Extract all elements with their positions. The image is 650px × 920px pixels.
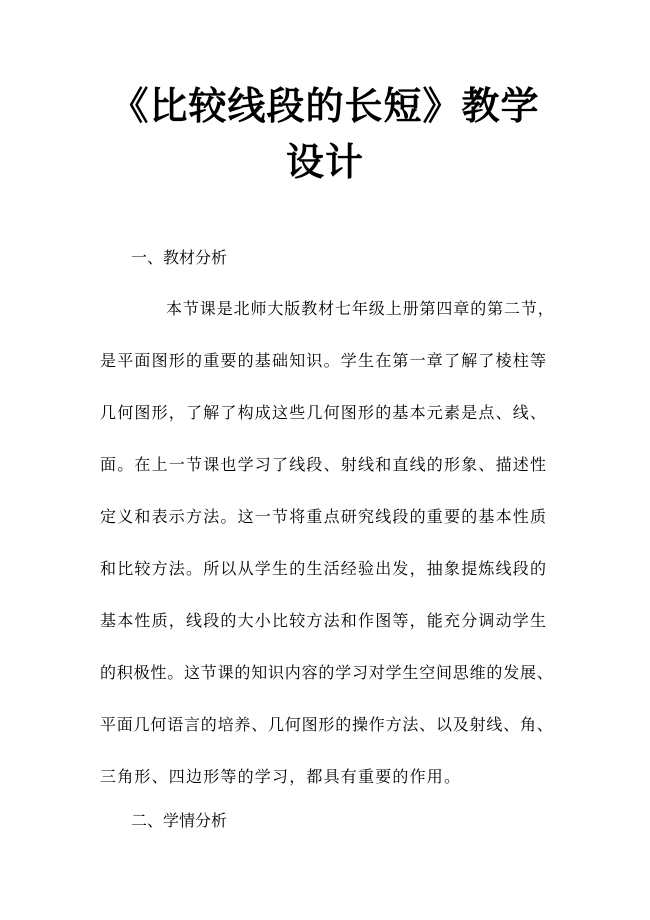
paragraph-line: 几何图形，了解了构成这些几何图形的基本元素是点、线、 [100, 403, 548, 422]
section-heading-textbook-analysis: 一、教材分析 [131, 248, 228, 267]
document-title [60, 78, 590, 190]
paragraph-line: 三角形、四边形等的学习，都具有重要的作用。 [100, 767, 462, 786]
paragraph-line: 本节课是北师大版教材七年级上册第四章的第二节， [166, 299, 555, 318]
paragraph-line: 基本性质，线段的大小比较方法和作图等，能充分调动学生 [100, 611, 548, 630]
paragraph-line: 和比较方法。所以从学生的生活经验出发，抽象提炼线段的 [100, 559, 548, 578]
section-paragraph-textbook-analysis [100, 297, 555, 817]
paragraph-line: 平面几何语言的培养、几何图形的操作方法、以及射线、角、 [100, 715, 554, 734]
paragraph-line: 定义和表示方法。这一节将重点研究线段的重要的基本性质 [100, 507, 548, 526]
paragraph-line: 是平面图形的重要的基础知识。学生在第一章了解了棱柱等 [100, 351, 548, 370]
paragraph-line: 面。在上一节课也学习了线段、射线和直线的形象、描述性 [100, 455, 548, 474]
section-heading-learner-analysis: 二、学情分析 [131, 811, 228, 830]
title-line-1: 《比较线段的长短》教学 [110, 84, 540, 128]
paragraph-line: 的积极性。这节课的知识内容的学习对学生空间思维的发展、 [100, 663, 554, 682]
title-line-2: 设计 [285, 140, 364, 184]
